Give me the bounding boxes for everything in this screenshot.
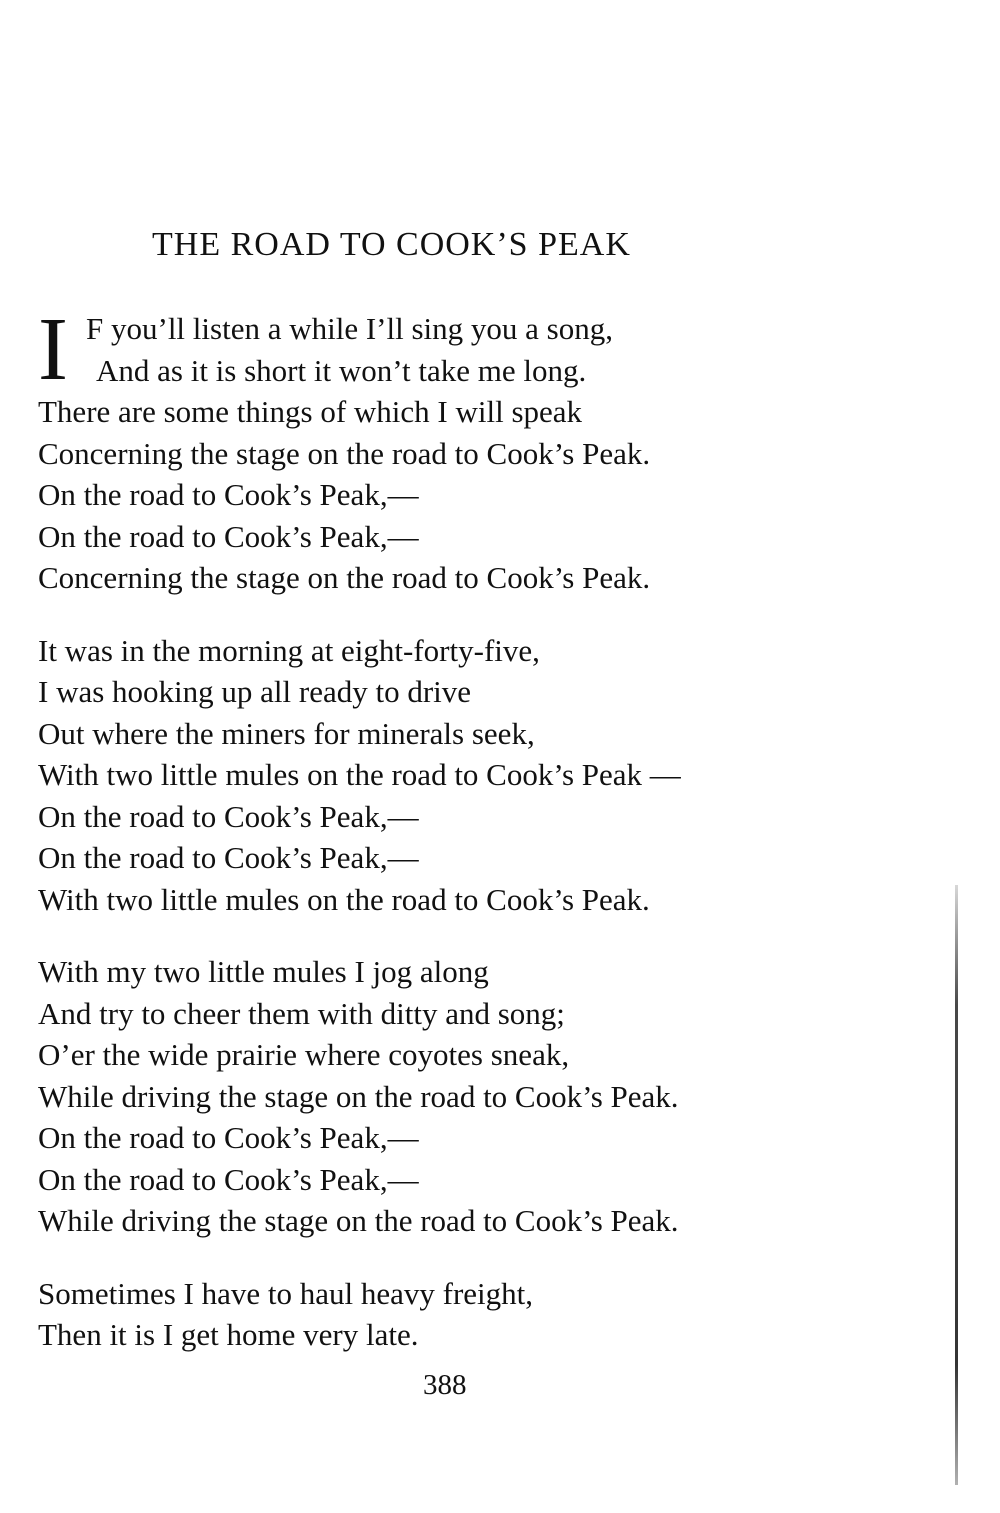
poem-line: With my two little mules I jog along [38, 954, 489, 989]
stanza-2 [38, 630, 938, 921]
poem-line: And try to cheer them with ditty and song; [38, 995, 565, 1031]
poem-line: On the road to Cook’s Peak,— [38, 518, 419, 554]
poem-line: With two little mules on the road to Cook’s Peak — [38, 757, 681, 792]
poem-line: And as it is short it won’t take me long. [96, 352, 587, 388]
poem-line: I was hooking up all ready to drive [38, 674, 472, 709]
poem-line: Concerning the stage on the road to Cook’s Peak. [38, 560, 651, 595]
poem-line: With two little mules on the road to Cook’s Peak. [38, 881, 650, 917]
page-number: 388 [423, 1369, 467, 1401]
stanza-4 [38, 1273, 938, 1356]
poem-line: It was in the morning at eight-forty-five, [38, 632, 540, 668]
poem-line: There are some things of which I will speak [38, 394, 583, 429]
drop-cap: I [38, 300, 68, 399]
poem-title: THE ROAD TO COOK’S PEAK [152, 226, 631, 263]
poem-line: Out where the miners for minerals seek, [38, 715, 535, 751]
poem-line: F you’ll listen a while I’ll sing you a song, [86, 311, 613, 346]
poem-line: On the road to Cook’s Peak,— [38, 798, 419, 834]
poem-line: Sometimes I have to haul heavy freight, [38, 1275, 534, 1311]
stanza-1 [38, 300, 938, 599]
poem-line: Then it is I get home very late. [38, 1317, 419, 1352]
poem-line: While driving the stage on the road to Cook’s Peak. [38, 1078, 679, 1114]
poem-line: On the road to Cook’s Peak,— [38, 477, 419, 512]
page-edge-shadow [955, 885, 958, 1485]
poem-line: On the road to Cook’s Peak,— [38, 1161, 419, 1197]
poem-line: On the road to Cook’s Peak,— [38, 840, 419, 875]
poem-line: On the road to Cook’s Peak,— [38, 1120, 419, 1155]
poem-body [38, 300, 938, 1387]
poem-line: O’er the wide prairie where coyotes sneak, [38, 1037, 570, 1072]
stanza-3 [38, 951, 938, 1242]
poem-line: Concerning the stage on the road to Cook’s Peak. [38, 435, 651, 471]
poem-line: While driving the stage on the road to Cook’s Peak. [38, 1203, 679, 1238]
